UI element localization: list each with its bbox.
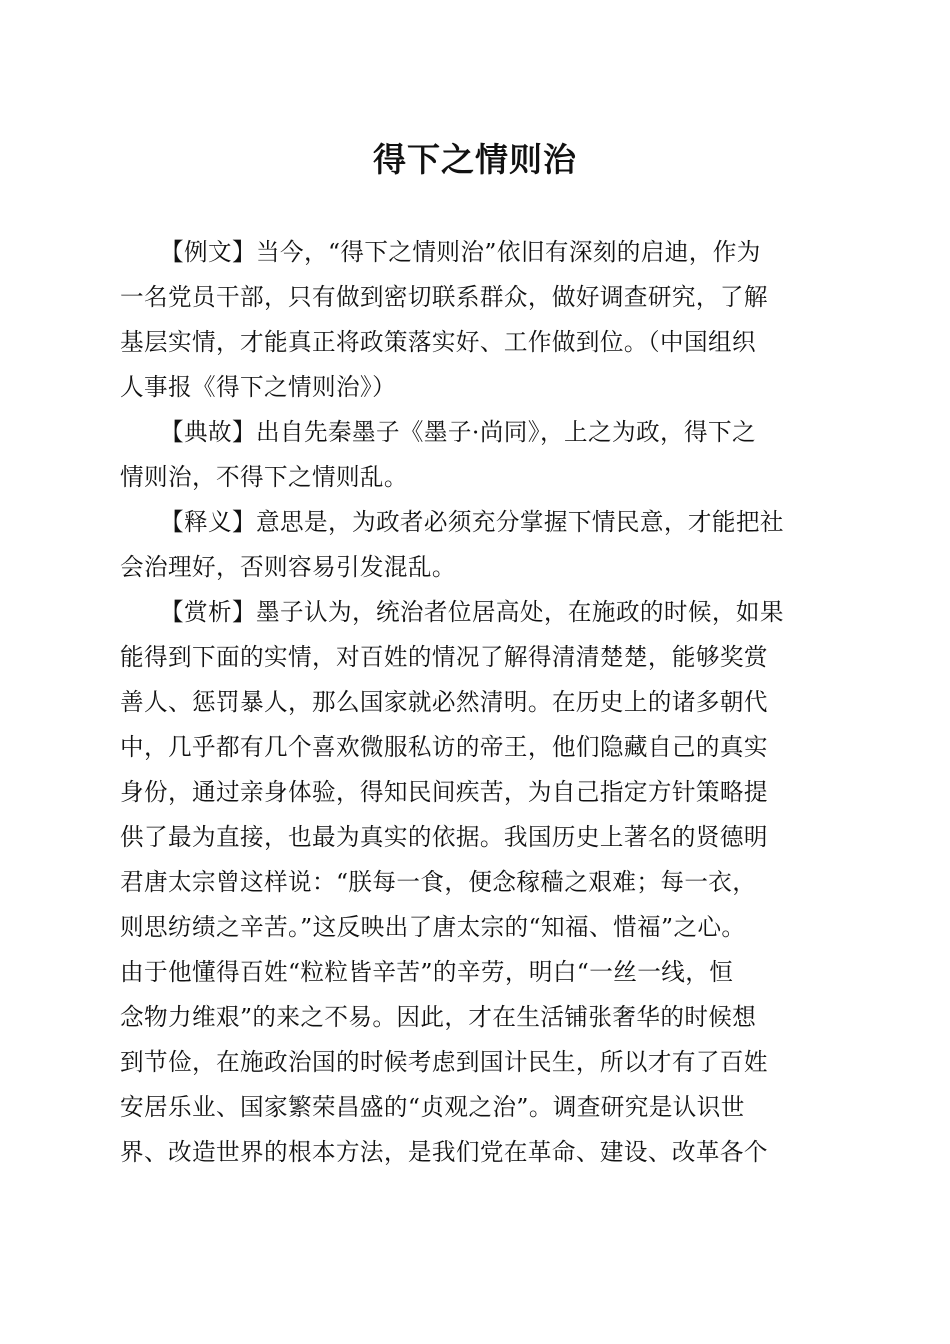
paragraph-example <box>120 230 832 410</box>
text-line: 中，几乎都有几个喜欢微服私访的帝王，他们隐藏自己的真实 <box>120 733 768 761</box>
paragraph-allusion <box>120 410 832 500</box>
text-line: 界、改造世界的根本方法，是我们党在革命、建设、改革各个 <box>120 1138 768 1166</box>
text-line: 能得到下面的实情，对百姓的情况了解得清清楚楚，能够奖赏 <box>120 643 768 671</box>
text-line: 会治理好，否则容易引发混乱。 <box>120 553 456 581</box>
text-line: 安居乐业、国家繁荣昌盛的“贞观之治”。调查研究是认识世 <box>120 1093 745 1121</box>
text-line: 念物力维艰”的来之不易。因此，才在生活铺张奢华的时候想 <box>120 1003 757 1031</box>
text-line: 身份，通过亲身体验，得知民间疾苦，为自己指定方针策略提 <box>120 778 768 806</box>
text-line: 【释义】意思是，为政者必须充分掌握下情民意，才能把社 <box>160 508 784 536</box>
paragraph-explanation <box>120 500 832 590</box>
text-line: 【赏析】墨子认为，统治者位居高处，在施政的时候，如果 <box>160 598 784 626</box>
text-line: 一名党员干部，只有做到密切联系群众，做好调查研究，了解 <box>120 283 768 311</box>
text-line: 供了最为直接，也最为真实的依据。我国历史上著名的贤德明 <box>120 823 768 851</box>
document-body <box>120 230 832 1175</box>
text-line: 【例文】当今，“得下之情则治”依旧有深刻的启迪，作为 <box>160 238 761 266</box>
text-line: 则思纺绩之辛苦。”这反映出了唐太宗的“知福、惜福”之心。 <box>120 913 746 941</box>
text-line: 由于他懂得百姓“粒粒皆辛苦”的辛劳，明白“一丝一线，恒 <box>120 958 734 986</box>
text-line: 人事报《得下之情则治》） <box>120 373 397 401</box>
text-line: 【典故】出自先秦墨子《墨子·尚同》，上之为政，得下之 <box>160 418 756 446</box>
text-line: 善人、惩罚暴人，那么国家就必然清明。在历史上的诸多朝代 <box>120 688 768 716</box>
page-title: 得下之情则治 <box>373 140 577 179</box>
paragraph-appreciation <box>120 590 832 1175</box>
text-line: 到节俭，在施政治国的时候考虑到国计民生，所以才有了百姓 <box>120 1048 768 1076</box>
text-line: 基层实情，才能真正将政策落实好、工作做到位。（中国组织 <box>120 328 757 356</box>
text-line: 情则治，不得下之情则乱。 <box>120 463 408 491</box>
text-line: 君唐太宗曾这样说：“朕每一食，便念稼穑之艰难；每一衣， <box>120 868 757 896</box>
